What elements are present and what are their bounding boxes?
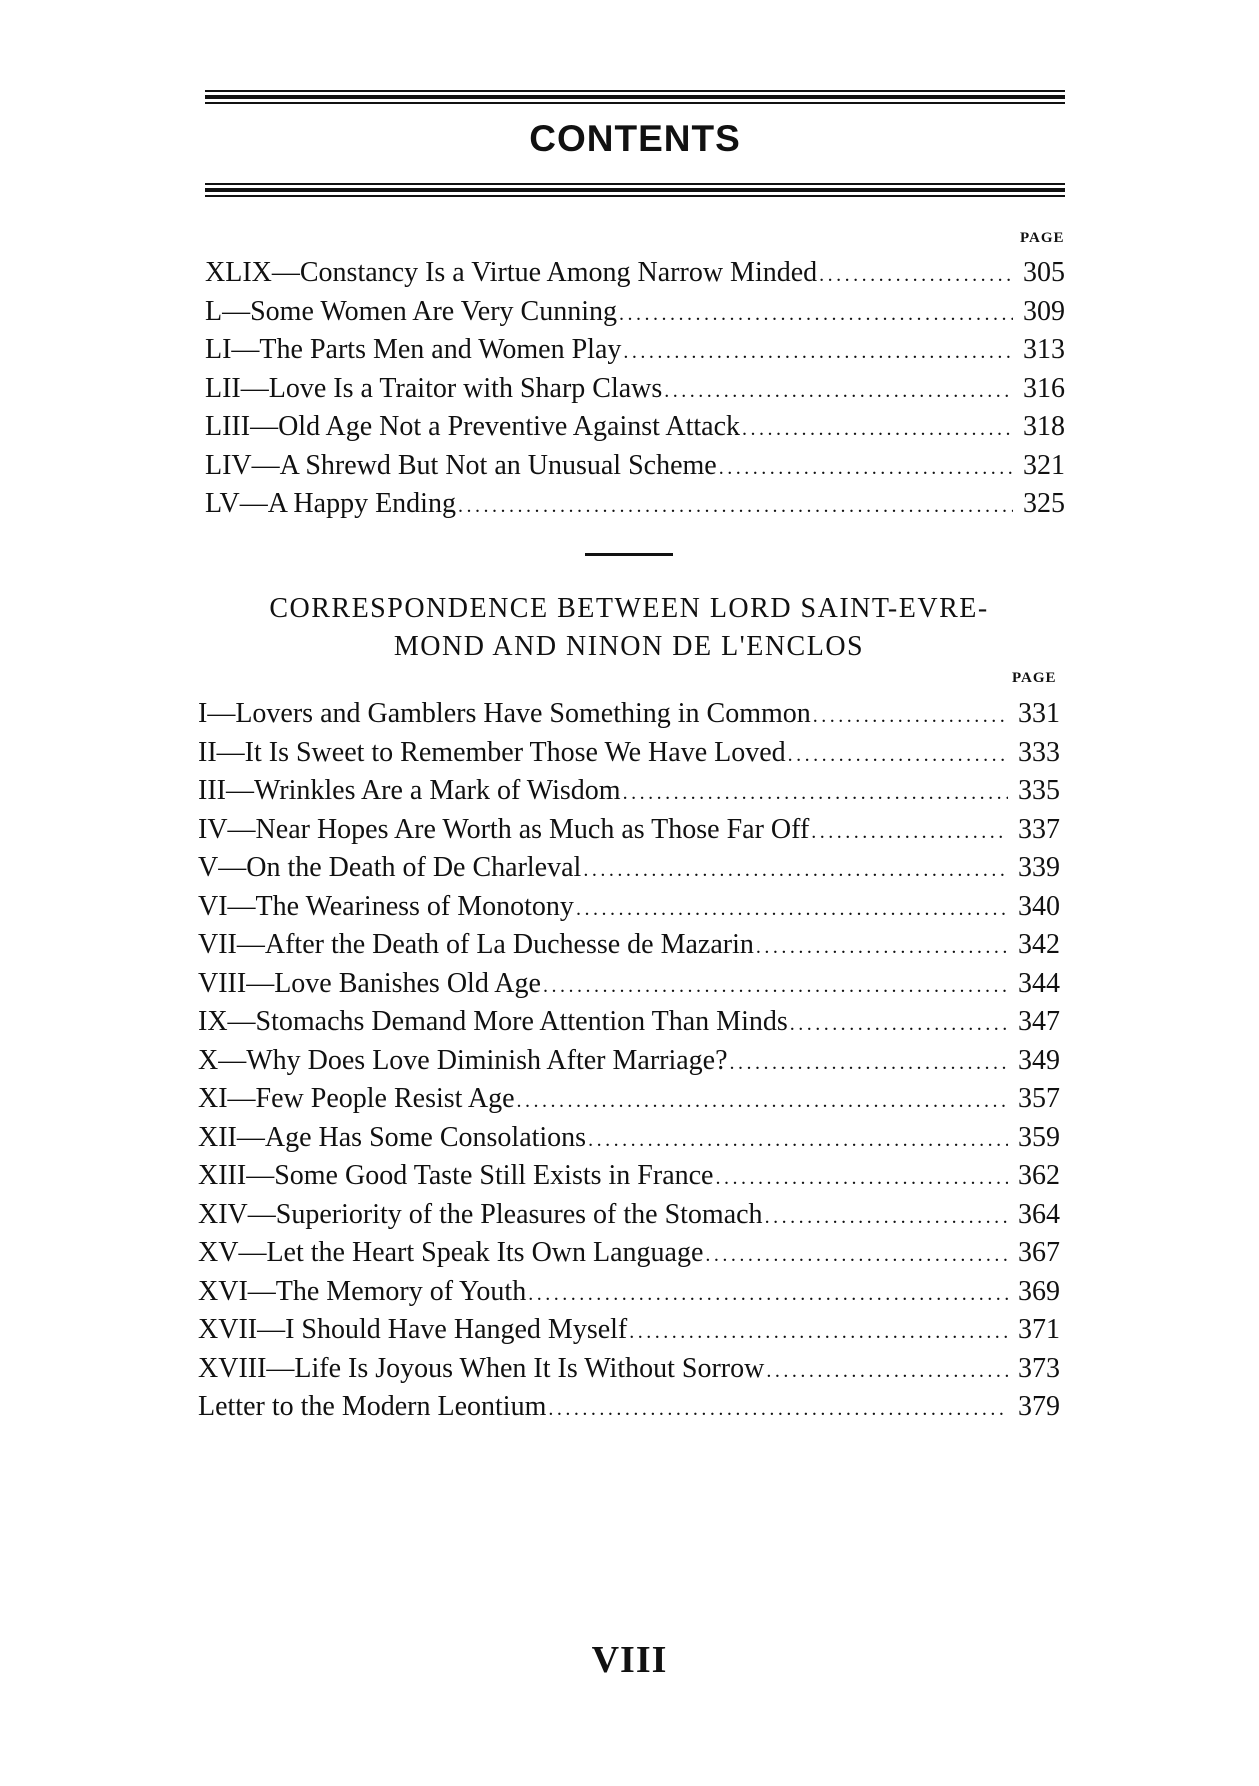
- entry-page-number: 367: [1018, 1237, 1060, 1268]
- entry-page-number: 318: [1023, 411, 1065, 442]
- dot-leader: [629, 1314, 1008, 1351]
- entry-title: XIV—Superiority of the Pleasures of the Stomach: [198, 1198, 763, 1230]
- entry-title: LII—Love Is a Traitor with Sharp Claws: [205, 372, 663, 404]
- entry-page-number: 342: [1018, 929, 1060, 960]
- entry-title: III—Wrinkles Are a Mark of Wisdom: [198, 775, 621, 806]
- section-heading-line-2: MOND AND NINON DE L'ENCLOS: [393, 631, 865, 662]
- entry-title: LI—The Parts Men and Women Play: [205, 334, 622, 365]
- entry-title: XVI—The Memory of Youth: [198, 1275, 527, 1307]
- toc-entry: [198, 696, 1060, 735]
- toc-entry: [198, 1158, 1060, 1197]
- dot-leader: [664, 373, 1013, 410]
- toc-entry: [198, 1235, 1060, 1274]
- toc-entry: [198, 1197, 1060, 1236]
- toc-entry: [198, 1120, 1060, 1159]
- entry-title: XII—Age Has Some Consolations: [198, 1121, 587, 1153]
- entry-title: LIV—A Shrewd But Not an Unusual Scheme: [205, 449, 717, 481]
- entry-page-number: 344: [1018, 967, 1060, 999]
- entry-page-number: 357: [1018, 1083, 1060, 1114]
- dot-leader: [623, 775, 1008, 812]
- section-divider: [585, 553, 673, 556]
- toc-entry: [205, 486, 1065, 525]
- toc-entry: [205, 448, 1065, 487]
- section-heading: [198, 590, 1060, 666]
- contents-list: [205, 255, 1065, 525]
- entry-title: II—It Is Sweet to Remember Those We Have Loved: [198, 736, 786, 768]
- entry-title: V—On the Death of De Charleval: [198, 852, 582, 883]
- entry-page-number: 313: [1023, 334, 1065, 365]
- toc-entry: [205, 332, 1065, 371]
- entry-title: XI—Few People Resist Age: [198, 1083, 515, 1114]
- dot-leader: [813, 698, 1008, 735]
- entry-title: IV—Near Hopes Are Worth as Much as Those Far Off: [198, 813, 810, 845]
- entry-page-number: 321: [1023, 449, 1065, 481]
- entry-page-number: 364: [1018, 1198, 1060, 1230]
- entry-page-number: 373: [1018, 1352, 1060, 1384]
- toc-entry: [205, 255, 1065, 294]
- entry-page-number: 379: [1018, 1391, 1060, 1422]
- toc-entry: [198, 812, 1060, 851]
- dot-leader: [705, 1237, 1008, 1274]
- toc-entry: [198, 1081, 1060, 1120]
- page-title: CONTENTS: [529, 118, 741, 159]
- entry-page-number: 369: [1018, 1275, 1060, 1307]
- entry-page-number: 333: [1018, 736, 1060, 768]
- entry-page-number: 325: [1023, 488, 1065, 519]
- dot-leader: [619, 296, 1013, 333]
- entry-title: VIII—Love Banishes Old Age: [198, 967, 541, 999]
- entry-page-number: 305: [1023, 257, 1065, 288]
- toc-entry: [198, 966, 1060, 1005]
- entry-title: XVII—I Should Have Hanged Myself: [198, 1314, 628, 1345]
- entry-page-number: 337: [1018, 813, 1060, 845]
- entry-title: XLIX—Constancy Is a Virtue Among Narrow Minded: [205, 257, 818, 288]
- toc-entry: [198, 1351, 1060, 1390]
- entry-title: I—Lovers and Gamblers Have Something in Common: [198, 698, 811, 729]
- entry-page-number: 339: [1018, 852, 1060, 883]
- entry-title: XIII—Some Good Taste Still Exists in France: [198, 1160, 714, 1191]
- entry-title: Letter to the Modern Leontium: [198, 1391, 547, 1422]
- entry-page-number: 371: [1018, 1314, 1060, 1345]
- dot-leader: [588, 1122, 1008, 1159]
- dot-leader: [819, 257, 1013, 294]
- dot-leader: [623, 334, 1013, 371]
- entry-page-number: 347: [1018, 1006, 1060, 1037]
- toc-entry: [205, 371, 1065, 410]
- dot-leader: [528, 1276, 1008, 1313]
- toc-entry: [198, 1389, 1060, 1428]
- entry-page-number: 359: [1018, 1121, 1060, 1153]
- dot-leader: [811, 814, 1008, 851]
- dot-leader: [765, 1199, 1008, 1236]
- entry-title: VII—After the Death of La Duchesse de Mazarin: [198, 929, 754, 960]
- dot-leader: [788, 737, 1008, 774]
- dot-leader: [548, 1391, 1008, 1428]
- entry-page-number: 316: [1023, 372, 1065, 404]
- entry-page-number: 331: [1018, 698, 1060, 729]
- entry-title: X—Why Does Love Diminish After Marriage?: [198, 1044, 728, 1076]
- toc-entry: [198, 735, 1060, 774]
- dot-leader: [756, 929, 1008, 966]
- section-heading-line-1: CORRESPONDENCE BETWEEN LORD SAINT-EVRE-: [269, 593, 989, 624]
- toc-entry: [205, 409, 1065, 448]
- dot-leader: [730, 1045, 1008, 1082]
- entry-title: LIII—Old Age Not a Preventive Against Attack: [205, 411, 740, 442]
- entry-page-number: 362: [1018, 1160, 1060, 1191]
- dot-leader: [543, 968, 1008, 1005]
- dot-leader: [766, 1353, 1008, 1390]
- dot-leader: [742, 411, 1013, 448]
- entry-page-number: 349: [1018, 1044, 1060, 1076]
- dot-leader: [517, 1083, 1008, 1120]
- dot-leader: [458, 488, 1013, 525]
- dot-leader: [583, 852, 1008, 889]
- toc-entry: [198, 1312, 1060, 1351]
- entry-page-number: 335: [1018, 775, 1060, 806]
- page-column-label: PAGE: [1012, 670, 1057, 686]
- correspondence-list: [198, 696, 1060, 1428]
- dot-leader: [715, 1160, 1008, 1197]
- toc-entry: [198, 889, 1060, 928]
- toc-entry: [205, 294, 1065, 333]
- entry-title: XVIII—Life Is Joyous When It Is Without Sorrow: [198, 1352, 765, 1384]
- toc-entry: [198, 773, 1060, 812]
- entry-title: L—Some Women Are Very Cunning: [205, 295, 618, 327]
- toc-entry: [198, 1274, 1060, 1313]
- entry-title: XV—Let the Heart Speak Its Own Language: [198, 1237, 704, 1268]
- entry-title: LV—A Happy Ending: [205, 488, 456, 519]
- entry-page-number: 340: [1018, 890, 1060, 922]
- toc-entry: [198, 1043, 1060, 1082]
- toc-entry: [198, 927, 1060, 966]
- page-column-label: PAGE: [1020, 230, 1065, 246]
- toc-entry: [198, 850, 1060, 889]
- entry-title: IX—Stomachs Demand More Attention Than Minds: [198, 1006, 788, 1037]
- dot-leader: [576, 891, 1008, 928]
- entry-page-number: 309: [1023, 295, 1065, 327]
- dot-leader: [790, 1006, 1008, 1043]
- dot-leader: [719, 450, 1013, 487]
- page-number: VIII: [591, 1639, 668, 1681]
- entry-title: VI—The Weariness of Monotony: [198, 890, 574, 922]
- toc-entry: [198, 1004, 1060, 1043]
